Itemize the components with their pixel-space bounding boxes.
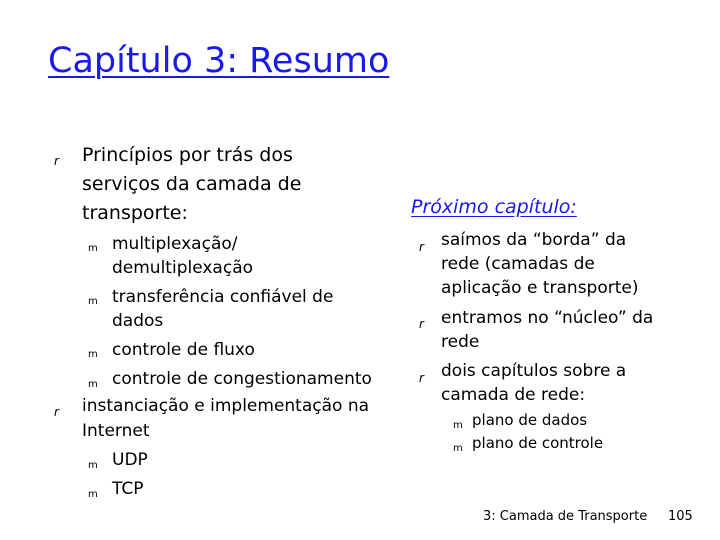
bullet-marker: r xyxy=(419,240,424,254)
next-chapter-heading: Próximo capítulo: xyxy=(411,196,577,218)
right-bullet-3-line-2: camada de rede: xyxy=(441,385,586,405)
left-sub-2-line-1: transferência confiável de xyxy=(112,287,334,307)
left-sub-4: controle de congestionamento xyxy=(112,369,372,389)
left-sub-5: UDP xyxy=(112,450,148,470)
right-bullet-1-line-1: saímos da “borda” da xyxy=(441,230,627,250)
right-bullet-2-line-2: rede xyxy=(441,332,480,352)
left-sub-6: TCP xyxy=(112,479,144,499)
footer-section-label: 3: Camada de Transporte xyxy=(483,509,648,524)
left-bullet-1-line-3: transporte: xyxy=(82,202,188,224)
sub-bullet-marker: m xyxy=(453,443,463,454)
left-bullet-1-line-1: Princípios por trás dos xyxy=(82,144,293,166)
page-number: 105 xyxy=(668,509,693,524)
sub-bullet-marker: m xyxy=(88,296,98,307)
left-bullet-2-line-1: instanciação e implementação na xyxy=(82,396,370,416)
bullet-marker: r xyxy=(419,371,424,385)
bullet-marker: r xyxy=(419,317,424,331)
sub-bullet-marker: m xyxy=(453,420,463,431)
right-sub-1: plano de dados xyxy=(472,411,588,429)
sub-bullet-marker: m xyxy=(88,460,98,471)
right-bullet-1-line-2: rede (camadas de xyxy=(441,254,595,274)
left-sub-3: controle de fluxo xyxy=(112,340,255,360)
sub-bullet-marker: m xyxy=(88,349,98,360)
left-bullet-2-line-2: Internet xyxy=(82,421,150,441)
left-sub-2-line-2: dados xyxy=(112,311,164,331)
page-title: Capítulo 3: Resumo xyxy=(48,41,390,81)
left-sub-1-line-2: demultiplexação xyxy=(112,258,254,278)
right-sub-2: plano de controle xyxy=(472,434,604,452)
left-bullet-1-line-2: serviços da camada de xyxy=(82,173,302,195)
sub-bullet-marker: m xyxy=(88,379,98,390)
sub-bullet-marker: m xyxy=(88,243,98,254)
bullet-marker: r xyxy=(54,154,59,168)
bullet-marker: r xyxy=(54,405,59,419)
right-bullet-2-line-1: entramos no “núcleo” da xyxy=(441,308,654,328)
right-bullet-3-line-1: dois capítulos sobre a xyxy=(441,361,627,381)
sub-bullet-marker: m xyxy=(88,489,98,500)
right-bullet-1-line-3: aplicação e transporte) xyxy=(441,278,639,298)
left-sub-1-line-1: multiplexação/ xyxy=(112,234,238,254)
